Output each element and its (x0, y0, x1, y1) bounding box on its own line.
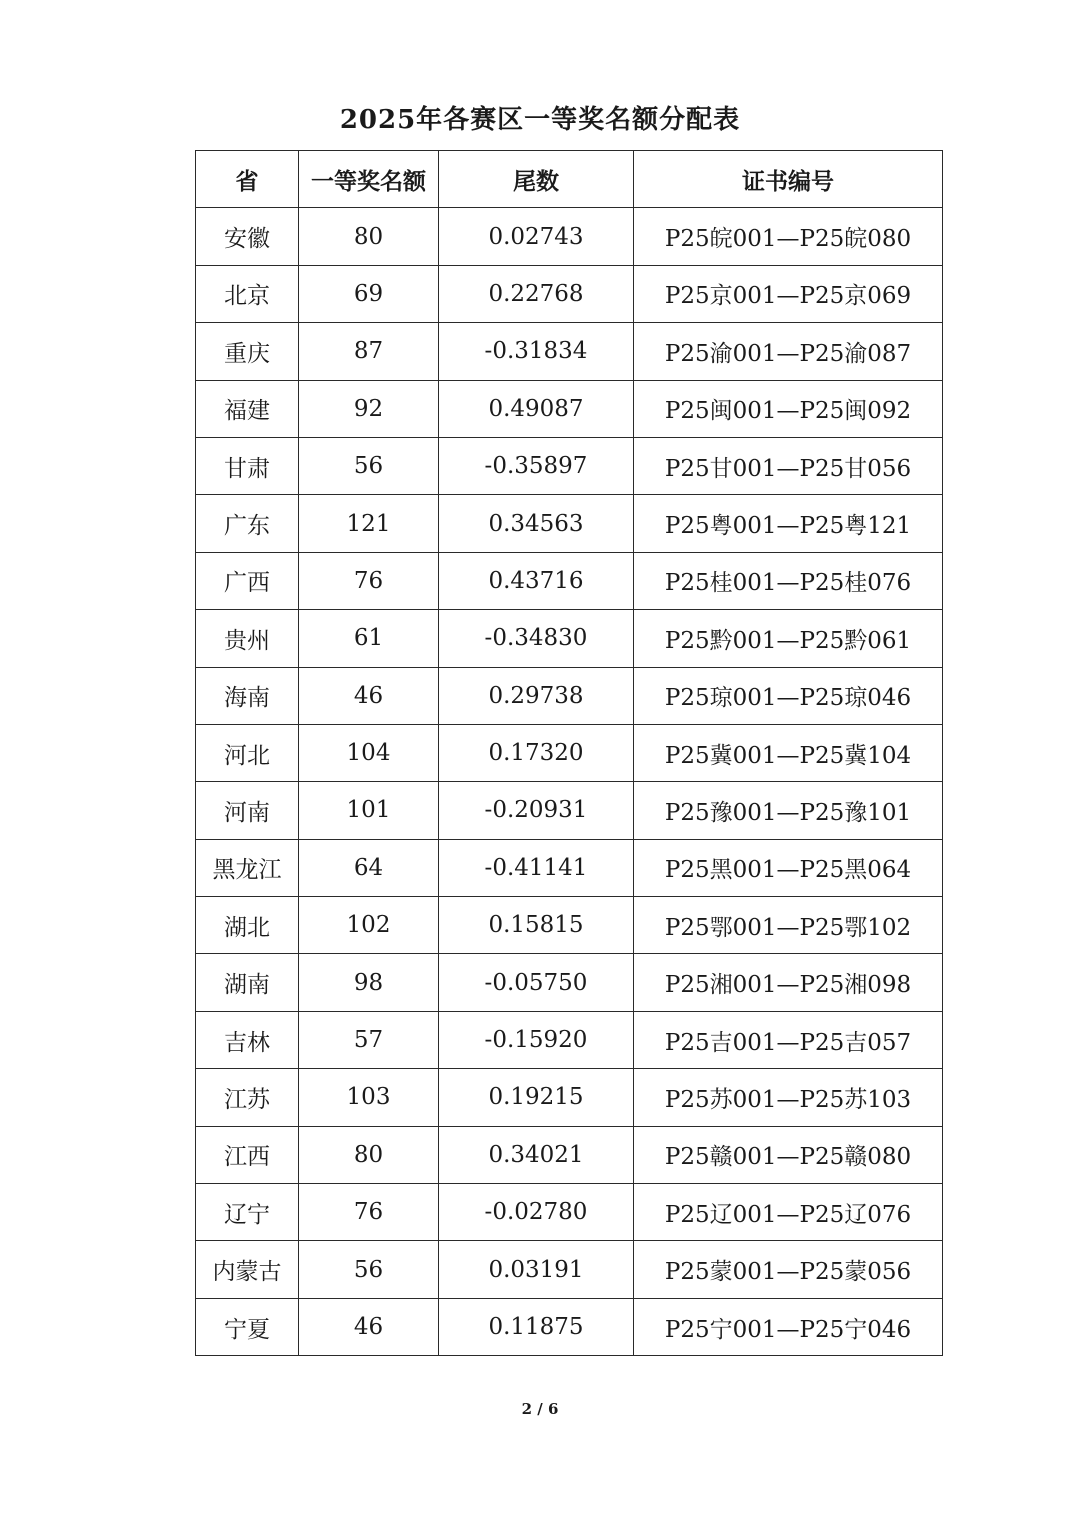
cell-quota: 101 (299, 782, 439, 839)
cell-remainder: 0.03191 (439, 1241, 634, 1298)
cell-quota: 103 (299, 1069, 439, 1126)
cell-quota: 57 (299, 1011, 439, 1068)
cell-certificate: P25京001—P25京069 (634, 265, 943, 322)
table-row (196, 954, 943, 1011)
cell-certificate: P25闽001—P25闽092 (634, 380, 943, 437)
cell-certificate: P25湘001—P25湘098 (634, 954, 943, 1011)
cell-province: 湖南 (196, 954, 299, 1011)
cell-remainder: 0.11875 (439, 1298, 634, 1355)
table-row (196, 724, 943, 781)
cell-certificate: P25粤001—P25粤121 (634, 495, 943, 552)
cell-province: 重庆 (196, 323, 299, 380)
cell-province: 河北 (196, 724, 299, 781)
page-title: 2025年各赛区一等奖名额分配表 (339, 105, 741, 135)
cell-certificate: P25桂001—P25桂076 (634, 552, 943, 609)
cell-remainder: 0.15815 (439, 897, 634, 954)
header-quota: 一等奖名额 (299, 151, 439, 208)
table-row (196, 323, 943, 380)
cell-certificate: P25豫001—P25豫101 (634, 782, 943, 839)
cell-province: 湖北 (196, 897, 299, 954)
cell-province: 江西 (196, 1126, 299, 1183)
cell-certificate: P25琼001—P25琼046 (634, 667, 943, 724)
table-row (196, 1011, 943, 1068)
cell-province: 内蒙古 (196, 1241, 299, 1298)
cell-certificate: P25苏001—P25苏103 (634, 1069, 943, 1126)
cell-certificate: P25皖001—P25皖080 (634, 208, 943, 265)
table-row (196, 897, 943, 954)
cell-certificate: P25辽001—P25辽076 (634, 1184, 943, 1241)
cell-remainder: -0.02780 (439, 1184, 634, 1241)
cell-certificate: P25蒙001—P25蒙056 (634, 1241, 943, 1298)
cell-remainder: 0.34563 (439, 495, 634, 552)
table-row (196, 1298, 943, 1355)
cell-certificate: P25甘001—P25甘056 (634, 437, 943, 494)
header-remainder: 尾数 (439, 151, 634, 208)
table-row (196, 380, 943, 437)
cell-province: 辽宁 (196, 1184, 299, 1241)
cell-remainder: 0.34021 (439, 1126, 634, 1183)
cell-certificate: P25冀001—P25冀104 (634, 724, 943, 781)
cell-certificate: P25宁001—P25宁046 (634, 1298, 943, 1355)
cell-quota: 76 (299, 1184, 439, 1241)
table-row (196, 1184, 943, 1241)
cell-certificate: P25吉001—P25吉057 (634, 1011, 943, 1068)
table-row (196, 839, 943, 896)
cell-remainder: 0.02743 (439, 208, 634, 265)
cell-quota: 80 (299, 1126, 439, 1183)
table-row (196, 782, 943, 839)
cell-quota: 56 (299, 437, 439, 494)
cell-remainder: -0.15920 (439, 1011, 634, 1068)
table-row (196, 1241, 943, 1298)
cell-quota: 64 (299, 839, 439, 896)
cell-quota: 61 (299, 610, 439, 667)
cell-quota: 87 (299, 323, 439, 380)
cell-quota: 46 (299, 667, 439, 724)
header-province: 省 (196, 151, 299, 208)
cell-remainder: 0.17320 (439, 724, 634, 781)
cell-province: 吉林 (196, 1011, 299, 1068)
cell-quota: 76 (299, 552, 439, 609)
cell-certificate: P25渝001—P25渝087 (634, 323, 943, 380)
cell-quota: 92 (299, 380, 439, 437)
table-row (196, 265, 943, 322)
cell-certificate: P25黔001—P25黔061 (634, 610, 943, 667)
cell-province: 广东 (196, 495, 299, 552)
header-certificate: 证书编号 (634, 151, 943, 208)
table-row (196, 1126, 943, 1183)
cell-remainder: 0.29738 (439, 667, 634, 724)
cell-remainder: -0.34830 (439, 610, 634, 667)
cell-province: 黑龙江 (196, 839, 299, 896)
cell-province: 甘肃 (196, 437, 299, 494)
table-row (196, 552, 943, 609)
cell-remainder: -0.35897 (439, 437, 634, 494)
cell-province: 安徽 (196, 208, 299, 265)
cell-quota: 80 (299, 208, 439, 265)
cell-remainder: 0.43716 (439, 552, 634, 609)
cell-province: 河南 (196, 782, 299, 839)
table-row (196, 208, 943, 265)
cell-certificate: P25黑001—P25黑064 (634, 839, 943, 896)
table-row (196, 667, 943, 724)
cell-remainder: 0.49087 (439, 380, 634, 437)
cell-province: 宁夏 (196, 1298, 299, 1355)
cell-quota: 56 (299, 1241, 439, 1298)
cell-remainder: -0.05750 (439, 954, 634, 1011)
page-number: 2 / 6 (521, 1400, 559, 1418)
cell-remainder: 0.22768 (439, 265, 634, 322)
cell-quota: 69 (299, 265, 439, 322)
cell-quota: 98 (299, 954, 439, 1011)
table-row (196, 610, 943, 667)
cell-quota: 121 (299, 495, 439, 552)
cell-quota: 46 (299, 1298, 439, 1355)
cell-remainder: -0.20931 (439, 782, 634, 839)
cell-province: 贵州 (196, 610, 299, 667)
cell-province: 北京 (196, 265, 299, 322)
quota-table (195, 150, 943, 1356)
table-row (196, 495, 943, 552)
cell-quota: 104 (299, 724, 439, 781)
cell-province: 海南 (196, 667, 299, 724)
cell-quota: 102 (299, 897, 439, 954)
table-row (196, 1069, 943, 1126)
cell-province: 广西 (196, 552, 299, 609)
table-header-row (196, 151, 943, 208)
cell-certificate: P25赣001—P25赣080 (634, 1126, 943, 1183)
table-row (196, 437, 943, 494)
table-body (196, 208, 943, 1356)
cell-remainder: -0.41141 (439, 839, 634, 896)
cell-province: 江苏 (196, 1069, 299, 1126)
cell-remainder: -0.31834 (439, 323, 634, 380)
cell-province: 福建 (196, 380, 299, 437)
cell-certificate: P25鄂001—P25鄂102 (634, 897, 943, 954)
cell-remainder: 0.19215 (439, 1069, 634, 1126)
